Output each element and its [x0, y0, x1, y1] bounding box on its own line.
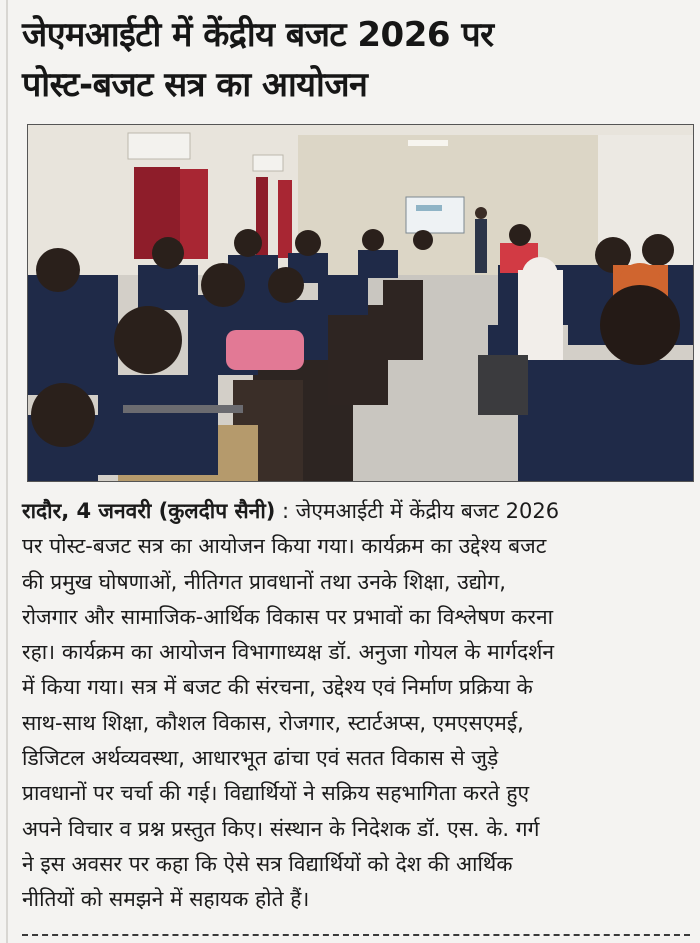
- body-line-4: रोजगार और सामाजिक-आर्थिक विकास पर प्रभावों का विश्लेषण करना: [22, 604, 554, 629]
- page-divider: [22, 934, 690, 942]
- headline-line-1: जेएमआईटी में केंद्रीय बजट 2026 पर: [22, 15, 494, 55]
- body-line-1-text: : जेएमआईटी में केंद्रीय बजट 2026: [275, 499, 560, 523]
- classroom-photo-icon: [28, 125, 693, 481]
- body-line-6: में किया गया। सत्र में बजट की संरचना, उद्देश्य एवं निर्माण प्रक्रिया के: [22, 675, 533, 700]
- body-line-2: पर पोस्ट-बजट सत्र का आयोजन किया गया। कार्यक्रम का उद्देश्य बजट: [22, 534, 547, 559]
- body-line-5: रहा। कार्यक्रम का आयोजन विभागाध्यक्ष डॉ. अनुजा गोयल के मार्गदर्शन: [22, 640, 555, 665]
- article-headline: [22, 10, 692, 110]
- body-line-10: अपने विचार व प्रश्न प्रस्तुत किए। संस्थान के निदेशक डॉ. एस. के. गर्ग: [22, 816, 540, 841]
- dateline: रादौर, 4 जनवरी (कुलदीप सैनी): [22, 499, 276, 523]
- body-line-11: ने इस अवसर पर कहा कि ऐसे सत्र विद्यार्थियों को देश की आर्थिक: [22, 851, 513, 876]
- body-line-12: नीतियों को समझने में सहायक होते हैं।: [22, 887, 310, 912]
- body-line-9: प्रावधानों पर चर्चा की गई। विद्यार्थियों ने सक्रिय सहभागिता करते हुए: [22, 781, 530, 806]
- article-body: [22, 494, 694, 918]
- body-line-7: साथ-साथ शिक्षा, कौशल विकास, रोजगार, स्टार्टअप्स, एमएसएमई,: [22, 710, 524, 735]
- column-rule: [6, 0, 8, 943]
- body-line-8: डिजिटल अर्थव्यवस्था, आधारभूत ढांचा एवं सतत विकास से जुड़े: [22, 746, 499, 771]
- body-line-1: [22, 494, 694, 529]
- body-line-3: की प्रमुख घोषणाओं, नीतिगत प्रावधानों तथा उनके शिक्षा, उद्योग,: [22, 569, 506, 594]
- classroom-photo: [27, 124, 694, 482]
- headline-line-2: पोस्ट-बजट सत्र का आयोजन: [22, 65, 368, 105]
